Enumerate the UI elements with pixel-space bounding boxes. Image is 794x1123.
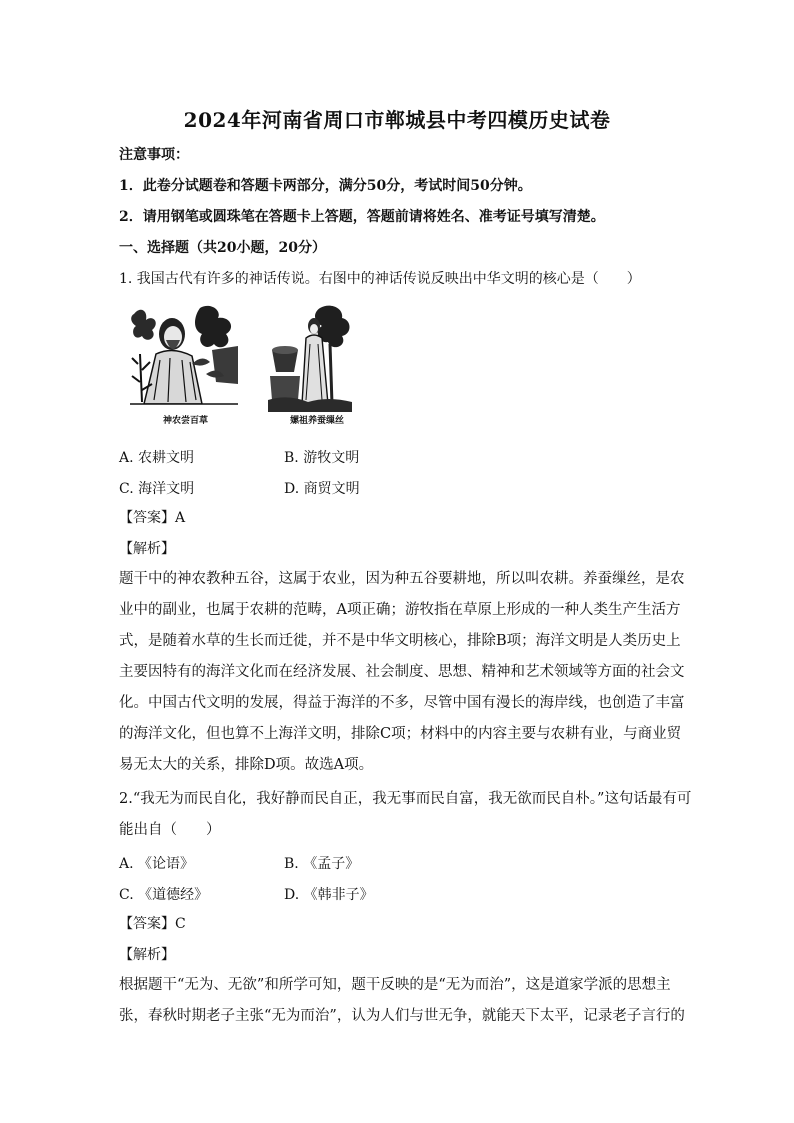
q1-analysis-label: 【解析】 [119, 541, 175, 557]
q1-analysis-line: 易无太大的关系，排除D项。故选A项。 [119, 757, 374, 773]
section-heading: 一、选择题（共20小题，20分） [119, 240, 326, 256]
q2-stem [119, 784, 692, 846]
q2-option-a: A. 《论语》 [119, 856, 195, 872]
q1-analysis [119, 564, 685, 781]
q2-answer: 【答案】C [119, 916, 186, 932]
notice-item-2: 2．请用钢笔或圆珠笔在答题卡上答题，答题前请将姓名、准考证号填写清楚。 [119, 209, 605, 225]
q1-option-d: D. 商贸文明 [284, 481, 360, 497]
q1-analysis-line: 的海洋文化，但也算不上海洋文明，排除C项；材料中的内容主要与农耕有业，与商业贸 [119, 726, 682, 742]
q2-analysis-label: 【解析】 [119, 947, 175, 963]
figure-caption-shennong: 神农尝百草 [163, 416, 209, 426]
shennong-illustration [130, 304, 238, 412]
q1-analysis-line: 业中的副业，也属于农耕的范畴，A项正确；游牧指在草原上形成的一种人类生产生活方 [119, 602, 681, 618]
q1-answer: 【答案】A [119, 510, 186, 526]
figure-caption-leizu: 嫘祖养蚕缫丝 [290, 416, 345, 426]
q1-analysis-line: 主要因特有的海洋文化而在经济发展、社会制度、思想、精神和艺术领域等方面的社会文 [119, 664, 685, 680]
q1-analysis-line: 题干中的神农教种五谷，这属于农业，因为种五谷要耕地，所以叫农耕。养蚕缫丝，是农 [119, 571, 685, 587]
q2-option-c: C. 《道德经》 [119, 887, 209, 903]
q2-option-b: B. 《孟子》 [284, 856, 360, 872]
page-title: 2024年河南省周口市郸城县中考四模历史试卷 [183, 108, 611, 132]
q1-option-b: B. 游牧文明 [284, 450, 360, 466]
q2-analysis [119, 970, 685, 1032]
q1-analysis-line: 化。中国古代文明的发展，得益于海洋的不多，尽管中国有漫长的海岸线，也创造了丰富 [119, 695, 685, 711]
q1-option-c: C. 海洋文明 [119, 481, 195, 497]
notice-item-1: 1．此卷分试题卷和答题卡两部分，满分50分，考试时间50分钟。 [119, 178, 532, 194]
q2-analysis-line: 张，春秋时期老子主张“无为而治”，认为人们与世无争，就能天下太平，记录老子言行的 [119, 1008, 685, 1024]
q1-option-a: A. 农耕文明 [119, 450, 195, 466]
notice-heading: 注意事项： [119, 147, 189, 163]
q2-stem-line: 2.“我无为而民自化，我好静而民自正，我无事而民自富，我无欲而民自朴。”这句话最有可 [119, 791, 692, 807]
q1-analysis-line: 式，是随着水草的生长而迁徙，并不是中华文明核心，排除B项；海洋文明是人类历史上 [119, 633, 681, 649]
q2-analysis-line: 根据题干“无为、无欲”和所学可知，题干反映的是“无为而治”，这是道家学派的思想主 [119, 977, 671, 993]
leizu-illustration [268, 304, 352, 412]
q2-stem-line: 能出自（ ） [119, 822, 221, 838]
q1-stem: 1. 我国古代有许多的神话传说。右图中的神话传说反映出中华文明的核心是（ ） [119, 271, 641, 287]
q2-option-d: D. 《韩非子》 [284, 887, 374, 903]
